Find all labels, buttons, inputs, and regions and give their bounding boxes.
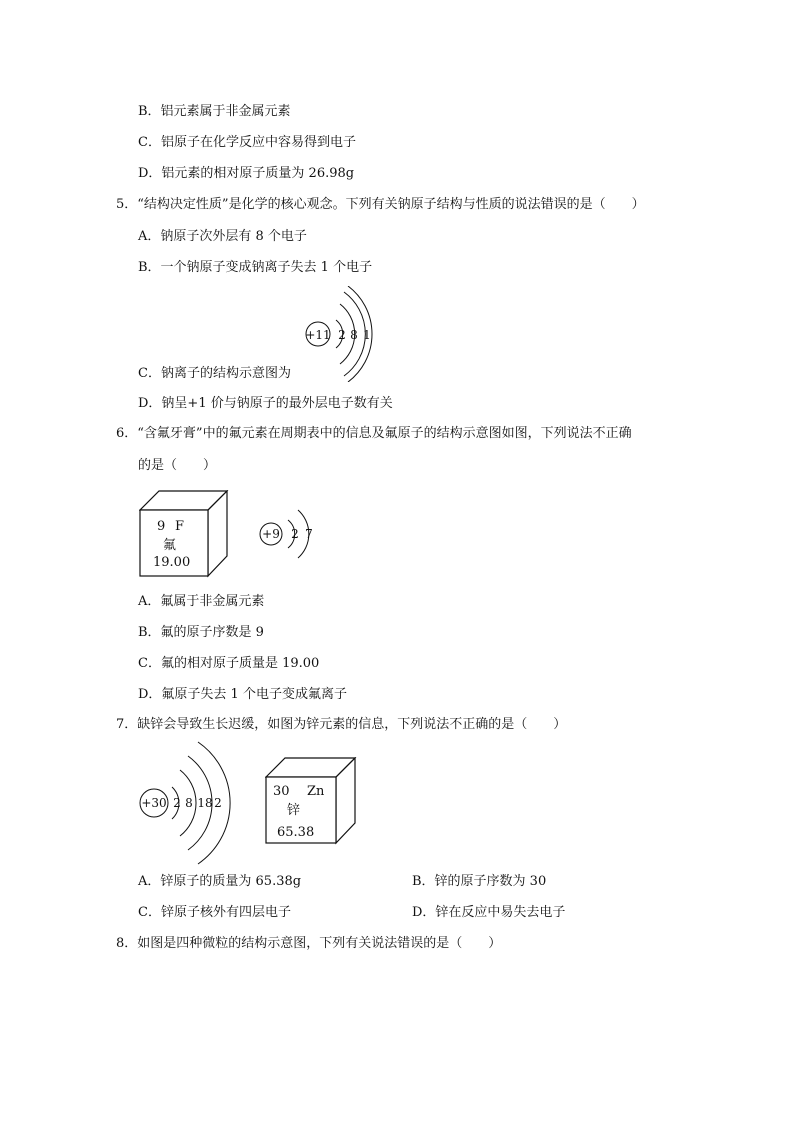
q6-option-b: B．氟的原子序数是 9 [138, 625, 264, 640]
q5-option-b: B．一个钠原子变成钠离子失去 1 个电子 [138, 260, 373, 275]
q4-option-b: B．铝元素属于非金属元素 [138, 104, 291, 119]
q5-option-c: C．钠离子的结构示意图为 [138, 366, 291, 381]
q5-stem: 5．“结构决定性质”是化学的核心观念。下列有关钠原子结构与性质的说法错误的是（ ） [116, 197, 645, 212]
q4-option-c: C．铝原子在化学反应中容易得到电子 [138, 135, 356, 150]
fluorine-element-card [139, 490, 229, 580]
shell-electron-count: 2 [214, 796, 222, 810]
q7-option-c: C．锌原子核外有四层电子 [138, 905, 291, 920]
nucleus-charge: +9 [262, 527, 280, 541]
shell-electron-count: 8 [350, 328, 358, 342]
q5-option-a: A．钠原子次外层有 8 个电子 [138, 229, 307, 244]
zinc-atom-structure-diagram [138, 740, 248, 870]
shell-electron-count: 2 [291, 527, 299, 541]
element-name: 锌 [287, 803, 301, 818]
element-symbol: F [175, 519, 185, 534]
atomic-mass: 19.00 [153, 555, 191, 570]
q5-option-d: D．钠呈+1 价与钠原子的最外层电子数有关 [138, 396, 393, 411]
zinc-element-card [265, 757, 357, 845]
q6-option-a: A．氟属于非金属元素 [138, 594, 265, 609]
sodium-ion-structure-diagram [296, 286, 386, 382]
shell-electron-count: 8 [185, 796, 193, 810]
nucleus-charge: +11 [305, 328, 331, 342]
nucleus-charge: +30 [141, 796, 167, 810]
q7-option-a: A．锌原子的质量为 65.38g [138, 874, 302, 889]
shell-electron-count: 2 [338, 328, 346, 342]
atomic-number: 30 [273, 784, 290, 799]
fluorine-atom-structure-diagram [254, 506, 324, 562]
shell-electron-count: 1 [363, 328, 371, 342]
atomic-number: 9 [157, 519, 166, 534]
atomic-mass: 65.38 [277, 825, 315, 840]
q6-stem-line1: 6．“含氟牙膏”中的氟元素在周期表中的信息及氟原子的结构示意图如图，下列说法不正确 [116, 426, 632, 441]
element-name: 氟 [163, 538, 177, 553]
shell-electron-count: 18 [197, 796, 213, 810]
q7-option-b: B．锌的原子序数为 30 [412, 874, 547, 889]
shell-electron-count: 2 [173, 796, 181, 810]
q7-stem: 7．缺锌会导致生长迟缓，如图为锌元素的信息，下列说法不正确的是（ ） [116, 717, 567, 732]
q4-option-d: D．铝元素的相对原子质量为 26.98g [138, 166, 355, 181]
q8-stem: 8．如图是四种微粒的结构示意图，下列有关说法错误的是（ ） [116, 936, 502, 951]
q6-option-d: D．氟原子失去 1 个电子变成氟离子 [138, 687, 347, 702]
q6-stem-line2: 的是（ ） [138, 458, 217, 473]
shell-electron-count: 7 [305, 527, 313, 541]
element-symbol: Zn [307, 784, 325, 799]
q7-option-d: D．锌在反应中易失去电子 [412, 905, 566, 920]
q6-option-c: C．氟的相对原子质量是 19.00 [138, 656, 320, 671]
